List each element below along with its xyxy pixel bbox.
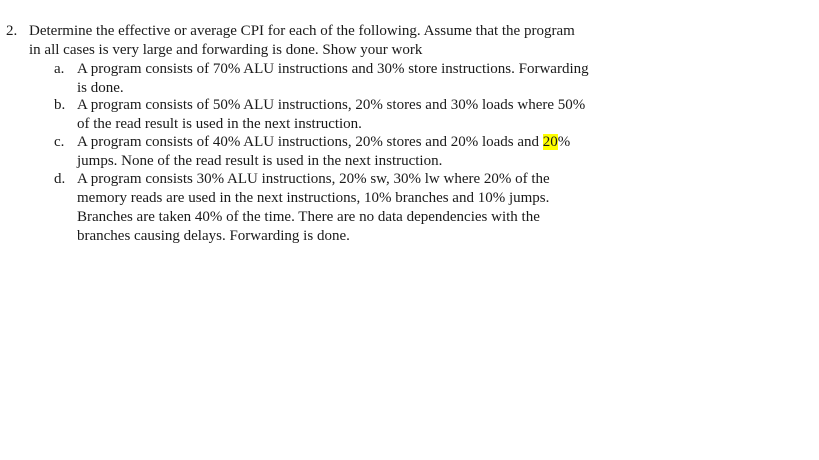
highlighted-text: 20 [542, 134, 558, 150]
question-number: 2. [6, 23, 18, 39]
item-text [77, 96, 637, 134]
item-letter: d. [54, 171, 66, 187]
item-d-line-1: A program consists 30% ALU instructions, 20% sw, 30% lw where 20% of the [77, 171, 550, 187]
item-letter: b. [54, 97, 66, 113]
question-line-1: Determine the effective or average CPI for each of the following. Assume that the program [29, 23, 575, 39]
question-prompt [29, 22, 629, 60]
question-line-2: in all cases is very large and forwarding is done. Show your work [29, 42, 423, 58]
item-text [77, 60, 637, 98]
item-letter: c. [54, 134, 65, 150]
item-c-line-2: jumps. None of the read result is used in the next instruction. [77, 153, 443, 169]
item-d-line-3: Branches are taken 40% of the time. There are no data dependencies with the [77, 209, 540, 225]
item-letter: a. [54, 61, 65, 77]
item-b-line-2: of the read result is used in the next instruction. [77, 116, 362, 132]
item-d-line-4: branches causing delays. Forwarding is done. [77, 228, 350, 244]
item-text [77, 170, 637, 246]
item-c-line-1-text: A program consists of 40% ALU instructions, 20% stores and 20% loads and [77, 134, 543, 150]
item-a-line-2: is done. [77, 80, 124, 96]
item-text [77, 133, 637, 171]
item-b-line-1: A program consists of 50% ALU instructions, 20% stores and 30% loads where 50% [77, 97, 586, 113]
item-c-line-1-suffix: % [557, 134, 571, 150]
item-c-line-1 [77, 133, 637, 152]
item-a-line-1: A program consists of 70% ALU instructions and 30% store instructions. Forwarding [77, 61, 589, 77]
item-d-line-2: memory reads are used in the next instructions, 10% branches and 10% jumps. [77, 190, 550, 206]
